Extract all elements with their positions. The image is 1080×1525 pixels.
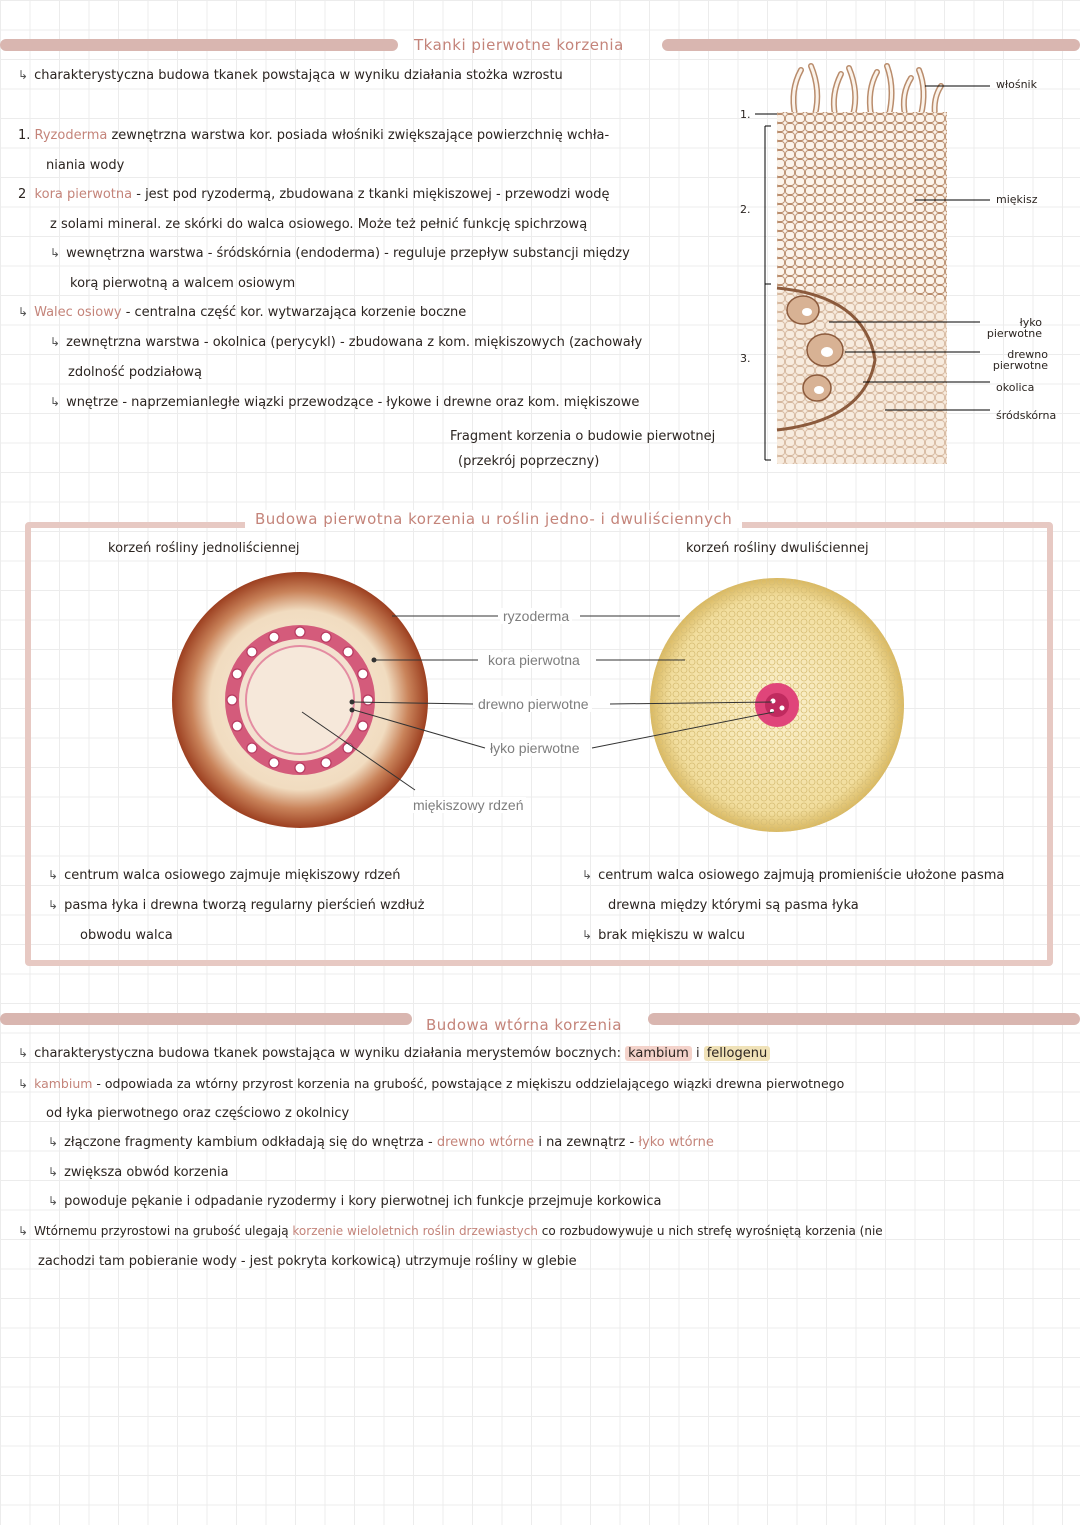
arrow-icon: ↳ (48, 1165, 59, 1179)
dicot-note1: ↳ centrum walca osiowego zajmują promieniście ułożone pasma (582, 868, 1005, 883)
xylem-vessel (269, 758, 279, 768)
label-miekisz: miękisz (996, 193, 1038, 206)
monocot-note1: ↳ centrum walca osiowego zajmuje miękiszowy rdzeń (48, 868, 401, 883)
arrow-icon: ↳ (18, 1224, 29, 1238)
section3-divider-right (648, 1013, 1080, 1025)
xylem-vessel (247, 743, 257, 753)
figure-marker-3: 3. (740, 352, 751, 365)
figure-caption-sub: (przekrój poprzeczny) (458, 454, 600, 469)
dicot-note1-cont: drewna między którymi są pasma łyka (608, 898, 859, 913)
arrow-icon: ↳ (582, 928, 593, 942)
section3-title: Budowa wtórna korzenia (426, 1016, 622, 1034)
kambium-sub3: ↳ powoduje pękanie i odpadanie ryzodermy i kory pierwotnej ich funkcje przejmuje korkowica (48, 1194, 662, 1209)
item-kora-sub-cont: korą pierwotną a walcem osiowym (70, 276, 296, 291)
label-kora-pierwotna: kora pierwotna (485, 652, 583, 668)
highlight-kambium: kambium (625, 1046, 692, 1061)
xylem-vessel (247, 647, 257, 657)
xylem-vessel (343, 647, 353, 657)
xylem-vessel (295, 627, 305, 637)
monocot-root (172, 572, 428, 828)
figure-marker-2: 2. (740, 203, 751, 216)
monocot-note2: ↳ pasma łyka i drewna tworzą regularny pierścień wzdłuż (48, 898, 425, 913)
arrow-icon: ↳ (48, 1135, 59, 1149)
item-walec: ↳ Walec osiowy - centralna część kor. wytwarzająca korzenie boczne (18, 305, 467, 320)
secondary-intro: ↳ charakterystyczna budowa tkanek powstająca w wyniku działania merystemów bocznych: kambium i fellogenu (18, 1046, 770, 1061)
dicot-note2: ↳ brak miękiszu w walcu (582, 928, 746, 943)
item-walec-sub2: ↳ wnętrze - naprzemianległe wiązki przewodzące - łykowe i drewne oraz kom. miękiszowe (50, 395, 640, 410)
figure-marker-1: 1. (740, 108, 751, 121)
section2-title: Budowa pierwotna korzenia u roślin jedno- i dwuliściennych (245, 510, 742, 528)
arrow-icon: ↳ (48, 868, 59, 882)
xylem-vessel (232, 721, 242, 731)
secondary-last: ↳ Wtórnemu przyrostowi na grubość ulegają korzenie wieloletnich roślin drzewiastych co rozbudowywuje u nich strefę wyrośniętą korzenia (nie (18, 1224, 883, 1238)
label-wlosnik: włośnik (996, 78, 1037, 91)
xylem-vessel (343, 743, 353, 753)
xylem-vessel (363, 695, 373, 705)
xylem-vessel (321, 632, 331, 642)
section-divider-right (662, 39, 1080, 51)
xylem-vessel (269, 632, 279, 642)
kambium-line-cont: od łyka pierwotnego oraz częściowo z okolnicy (46, 1106, 350, 1121)
label-srodskorna: śródskórna (996, 409, 1057, 422)
label-okolica: okolica (996, 381, 1035, 394)
intro-line: ↳ charakterystyczna budowa tkanek powstająca w wyniku działania stożka wzrostu (18, 68, 563, 83)
xylem-vessel (358, 669, 368, 679)
dicot-title: korzeń rośliny dwuliściennej (686, 541, 869, 556)
item-ryzoderma-cont: niania wody (46, 158, 125, 173)
dicot-root (650, 578, 904, 832)
kambium-line: ↳ kambium - odpowiada za wtórny przyrost korzenia na grubość, powstające z miękiszu oddzielającego wiązki drewna pierwotnego (18, 1076, 845, 1091)
label-lyko: łyko pierwotne (986, 316, 1042, 340)
label-drewno: drewno pierwotne (992, 348, 1048, 372)
xylem-vessel (232, 669, 242, 679)
xylem-vessel (321, 758, 331, 768)
kambium-sub2: ↳ zwiększa obwód korzenia (48, 1165, 229, 1180)
highlight-fellogen: fellogenu (704, 1046, 770, 1061)
figure-caption: Fragment korzenia o budowie pierwotnej (450, 429, 716, 444)
item-kora-cont: z solami mineral. ze skórki do walca osiowego. Może też pełnić funkcję spichrzową (50, 217, 588, 232)
monocot-title: korzeń rośliny jednoliściennej (108, 541, 300, 556)
item-kora: 2 kora pierwotna - jest pod ryzodermą, zbudowana z tkanki miękiszowej - przewodzi wodę (18, 187, 610, 202)
item-walec-sub1: ↳ zewnętrzna warstwa - okolnica (perycykl) - zbudowana z kom. miękiszowych (zachowały (50, 335, 643, 350)
kambium-sub1: ↳ złączone fragmenty kambium odkładają się do wnętrza - drewno wtórne i na zewnątrz - łyko wtórne (48, 1135, 714, 1150)
label-miekiszowy-rdzen: miękiszowy rdzeń (410, 797, 526, 813)
arrow-icon: ↳ (18, 68, 29, 82)
arrow-icon: ↳ (48, 898, 59, 912)
item-ryzoderma: 1. Ryzoderma zewnętrzna warstwa kor. posiada włośniki zwiększające powierzchnię wchła- (18, 128, 610, 143)
label-lyko-pierwotne: łyko pierwotne (487, 740, 583, 756)
item-kora-sub: ↳ wewnętrzna warstwa - śródskórnia (endoderma) - reguluje przepływ substancji między (50, 246, 630, 261)
monocot-note2-cont: obwodu walca (80, 928, 173, 943)
label-ryzoderma: ryzoderma (500, 608, 572, 624)
secondary-last-cont: zachodzi tam pobieranie wody - jest pokryta korkowicą) utrzymuje rośliny w glebie (38, 1254, 577, 1269)
arrow-icon: ↳ (50, 395, 61, 409)
xylem-vessel (295, 763, 305, 773)
arrow-icon: ↳ (48, 1194, 59, 1208)
arrow-icon: ↳ (18, 1077, 29, 1091)
xylem-vessel (358, 721, 368, 731)
arrow-icon: ↳ (50, 246, 61, 260)
section3-divider-left (0, 1013, 412, 1025)
section-divider-left (0, 39, 398, 51)
item-walec-sub1-cont: zdolność podziałową (68, 365, 202, 380)
arrow-icon: ↳ (50, 335, 61, 349)
label-drewno-pierwotne: drewno pierwotne (475, 696, 592, 712)
arrow-icon: ↳ (582, 868, 593, 882)
section1-title: Tkanki pierwotne korzenia (414, 36, 624, 54)
xylem-vessel (227, 695, 237, 705)
arrow-icon: ↳ (18, 305, 29, 319)
arrow-icon: ↳ (18, 1046, 29, 1060)
